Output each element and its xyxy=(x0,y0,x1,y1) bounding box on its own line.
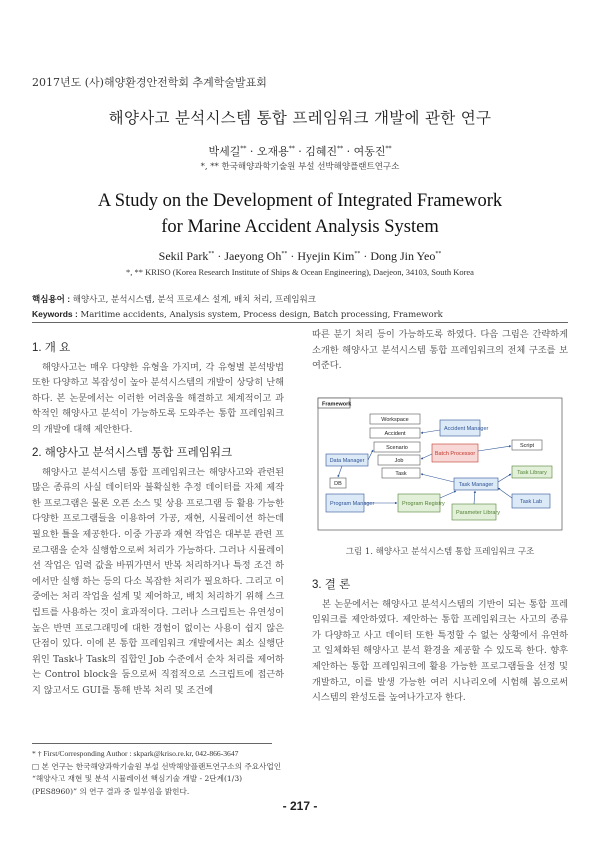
author-2-mark: ** xyxy=(288,145,295,153)
footnote-divider xyxy=(32,743,272,744)
task-library-label: Task Library xyxy=(517,470,547,476)
author-en-2: Jaeyong Oh xyxy=(224,249,282,263)
section-2-body: 해양사고 분석시스템 통합 프레임워크는 해양사고와 관련된 많은 종류의 사실 데이터와 불확실한 추정 데이터를 자체 제작한 프로그램은 물론 오픈 소스 및 상용 프로그램 등 활용 가능한 다양한 프로그램들을 이용하여 가공, 재현, 시뮬레이션 하는데 필요한 틀을 제공한다. 이중 가공과 재현 작업은 대부분 관련 프로그램을 순차 실행함으로써 처리가 가능하다. 그러나 시뮬레이션 작업은 입력 값을 바꿔가면서 반복 처리하거나 특정 조건 하에서만 실행 하는 등의 다소 복잡한 처리가 필요하다. 그리고 이 중에는 처리 작업을 설계 및 제어하고, 배치 처리하기 위해 스크립트를 사용하는 것이 효과적이다. 그러나 스크립트는 유연성이 높은 반면 프로그래밍에 대한 경험이 없이는 사용이 쉽지 않은 단점이 있다. 이에 본 통합 프레임워크 개발에서는 최소 실행단위인 Task나 Task의 집합인 Job 수준에서 순차 처리를 제어하는 Control block을 둠으로써 직접적으로 스크립트에 접근하지 않고서도 GUI를 통해 반복 처리 및 조건에 xyxy=(32,466,284,696)
footnote-funding: □ 본 연구는 한국해양과학기술원 부설 선박해양플랜트연구소의 주요사업인 “해양사고 재현 및 분석 시뮬레이션 핵심기술 개발 - 2단계(1/3) (PES8960)” 의 연구 결과 중 일부임을 밝힌다. xyxy=(32,761,282,796)
job-label: Job xyxy=(394,458,404,464)
keywords-ko-label: 핵심용어 : xyxy=(32,294,71,304)
task-lab-label: Task Lab xyxy=(519,499,543,505)
keywords-divider xyxy=(32,322,568,323)
parameter-library-label: Parameter Library xyxy=(456,510,501,516)
title-english xyxy=(0,188,600,240)
keywords-en-label: Keywords : xyxy=(32,309,78,319)
section-1-heading: 1. 개 요 xyxy=(32,342,71,354)
footnote-author: * † First/Corresponding Author : skpark@kriso.re.kr, 042-866-3647 xyxy=(32,749,239,758)
accident-label: Accident xyxy=(384,431,406,437)
batch-processor-label: Batch Processor xyxy=(434,451,476,457)
author-4-mark: ** xyxy=(385,145,392,153)
authors-korean xyxy=(0,143,600,159)
section-2-cont-body: 따른 분기 처리 등이 가능하도록 하였다. 다음 그림은 간략하게 소개한 해양사고 분석시스템 통합 프레임워크의 전체 구조를 보여준다. xyxy=(312,329,568,372)
conference-header: 2017년도 (사)해양환경안전학회 추계학술발표회 xyxy=(32,76,267,89)
author-sep: · xyxy=(294,145,306,158)
author-3: 김혜진 xyxy=(305,145,338,158)
author-en-3-mark: ** xyxy=(354,251,361,257)
section-2-continued xyxy=(312,327,568,374)
section-conclusion xyxy=(312,578,568,706)
author-3-mark: ** xyxy=(337,145,344,153)
task-manager-label: Task Manager xyxy=(458,482,494,488)
authors-english: Sekil Park** · Jaeyong Oh** · Hyejin Kim** · Dong Jin Yeo** xyxy=(158,249,442,263)
author-en-1: Sekil Park xyxy=(158,249,209,263)
framework-label: Framework xyxy=(322,401,352,408)
framework-diagram xyxy=(316,394,564,534)
author-en-2-mark: ** xyxy=(281,251,288,257)
workspace-label: Workspace xyxy=(381,417,409,423)
program-manager-label: Program Manager xyxy=(330,501,375,507)
author-en-4-mark: ** xyxy=(435,251,442,257)
section-2-heading: 2. 해양사고 분석시스템 통합 프레임워크 xyxy=(32,447,233,459)
accident-manager-label: Accident Manager xyxy=(444,426,489,432)
title-english-line-1: A Study on the Development of Integrated Framework xyxy=(97,191,503,211)
figure-caption: 그림 1. 해양사고 분석시스템 통합 프레임워크 구조 xyxy=(345,547,535,557)
author-en-3: Hyejin Kim xyxy=(297,249,355,263)
keywords-en-text: Maritime accidents, Analysis system, Process design, Batch processing, Framework xyxy=(80,310,443,320)
program-registry-label: Program Registry xyxy=(402,501,445,507)
author-en-4: Dong Jin Yeo xyxy=(370,249,436,263)
author-1-mark: ** xyxy=(240,145,247,153)
author-2: 오재용 xyxy=(256,145,289,158)
script-label: Script xyxy=(519,443,535,449)
author-en-1-mark: ** xyxy=(208,251,215,257)
affiliation-english: *, ** KRISO (Korea Research Institute of Ships & Ocean Engineering), Daejeon, 34103, South Korea xyxy=(126,267,474,277)
section-3-heading: 3. 결 론 xyxy=(312,579,351,591)
affiliation-korean: *, ** 한국해양과학기술원 부설 선박해양플랜트연구소 xyxy=(200,162,400,172)
keywords-ko-text: 해양사고, 분석시스템, 분석 프로세스 설계, 배치 처리, 프레임워크 xyxy=(72,295,316,305)
author-4: 여동진 xyxy=(353,145,386,158)
scenario-label: Scenario xyxy=(386,445,408,451)
keywords-block xyxy=(32,292,443,322)
keywords-korean xyxy=(32,292,443,307)
section-3-body: 본 논문에서는 해양사고 분석시스템의 기반이 되는 통합 프레임워크를 제안하였다. 제안하는 통합 프레임워크는 사고의 종류가 다양하고 사고 데이터 또한 특정할 수 없는 상황에서 유연하고 일체화된 해양사고 분석 환경을 제공할 수 있도록 한다. 향후 제안하는 통합 프레임워크에 활용 가능한 프로그램들을 선정 및 개발하고, 이를 발생 가능한 여러 시나리오에 시험해 봄으로써 시스템의 완성도를 높여나가고자 한다. xyxy=(312,598,568,704)
author-1: 박세길 xyxy=(208,145,241,158)
section-framework xyxy=(32,446,284,699)
keywords-english xyxy=(32,307,443,322)
title-english-line-2: for Marine Accident Analysis System xyxy=(161,217,439,237)
footnotes xyxy=(32,748,288,798)
task-label: Task xyxy=(395,471,407,477)
page-number: - 217 - xyxy=(282,799,318,813)
data-manager-label: Data Manager xyxy=(329,458,365,464)
author-sep: · xyxy=(343,145,354,158)
section-1-body: 해양사고는 매우 다양한 유형을 가지며, 각 유형별 분석방법 또한 다양하고 복잡성이 높아 분석시스템의 개발이 상당히 난해하다. 본 논문에서는 이러한 어려움을 해결하고 체계적이고 과학적인 해양사고 분석이 가능하도록 도와주는 통합 프레임워크의 개발에 대해 제안한다. xyxy=(32,361,284,435)
section-introduction xyxy=(32,341,284,438)
title-korean: 해양사고 분석시스템 통합 프레임워크 개발에 관한 연구 xyxy=(108,109,492,127)
db-label: DB xyxy=(334,481,342,487)
author-sep: · xyxy=(246,145,257,158)
